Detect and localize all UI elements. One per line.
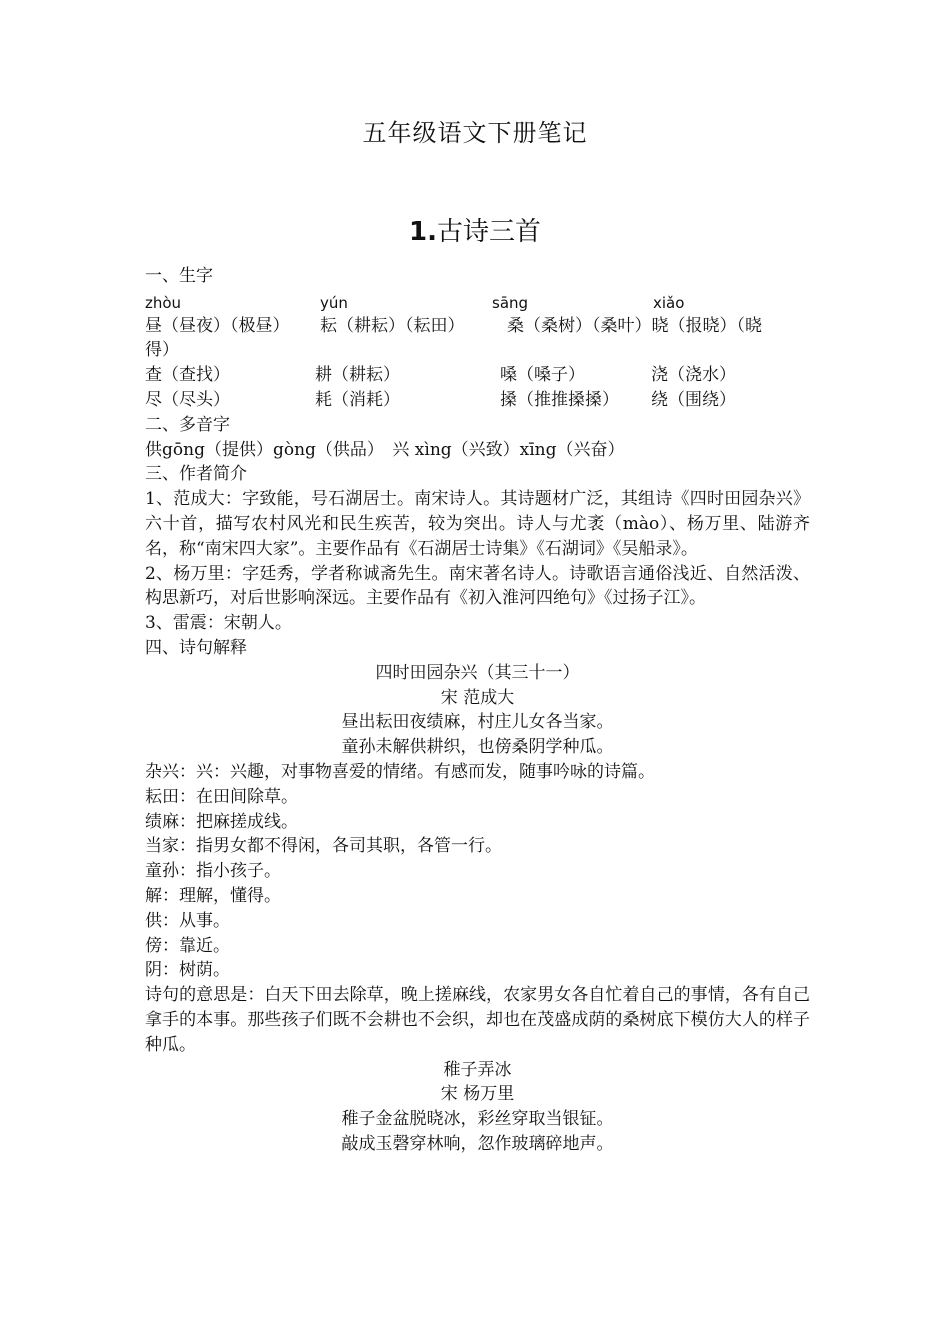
char-entry: 耗（消耗） [315,389,400,410]
note-item: 供：从事。 [145,910,230,931]
pinyin-zhou: zhòu [145,293,182,312]
notes-body [145,264,810,1157]
char-entry: 浇（浇水） [651,365,736,386]
chars-row-2 [145,363,810,388]
char-entry: 耘（耕耘）（耘田） [320,315,465,336]
char-entry: 昼（昼夜）（极昼） [145,315,290,336]
poem-title: 四时田园杂兴（其三十一） [375,662,580,683]
polyphone-line: 供gōng（提供）gòng（供品） 兴 xìng（兴致）xīng（兴奋） [145,439,625,460]
char-entry: 搡（推推搡搡） [500,389,619,410]
char-entry: 绕（围绕） [651,389,736,410]
char-entry: 嗓（嗓子） [500,365,585,386]
lesson-title [0,212,950,252]
poem-line: 稚子金盆脱晓冰，彩丝穿取当银钲。 [341,1109,614,1130]
lesson-number: 1. [409,217,437,247]
poem-meaning: 诗句的意思是：白天下田去除草，晚上搓麻线，农家男女各自忙着自己的事情，各有自己拿手的本事。那些孩子们既不会耕也不会织，却也在茂盛成荫的桑树底下模仿大人的样子种瓜。 [145,985,810,1055]
document-title: 五年级语文下册笔记 [362,119,588,147]
note-item: 阴：树荫。 [145,960,230,981]
char-entry: 桑（桑树）（桑叶）晓（报晓）（晓 [507,315,762,336]
pinyin-sang: sāng [492,293,529,312]
section-heading: 四、诗句解释 [145,637,247,658]
poem-line: 昼出耘田夜绩麻，村庄儿女各当家。 [341,712,614,733]
poem-line: 童孙未解供耕织，也傍桑阴学种瓜。 [341,737,614,758]
author-bio: 2、杨万里：字廷秀，学者称诚斋先生。南宋著名诗人。诗歌语言通俗浅近、自然活泼、构思新巧，对后世影响深远。主要作品有《初入淮河四绝句》《过扬子江》。 [145,563,810,609]
note-item: 傍：靠近。 [145,935,230,956]
char-entry: 查（查找） [145,365,230,386]
note-item: 杂兴：兴：兴趣，对事物喜爱的情绪。有感而发，随事吟咏的诗篇。 [145,761,655,782]
poem-line: 敲成玉磬穿林响，忽作玻璃碎地声。 [341,1133,614,1154]
section-heading: 三、作者简介 [145,464,247,485]
chars-row-1 [145,314,810,339]
note-item: 当家：指男女都不得闲，各司其职，各管一行。 [145,836,502,857]
poem-author: 宋 杨万里 [440,1084,515,1105]
note-item: 绩麻：把麻搓成线。 [145,811,298,832]
poem-title: 稚子弄冰 [443,1059,512,1080]
note-item: 耘田：在田间除草。 [145,786,298,807]
chars-row-3 [145,388,810,413]
section-heading: 一、生字 [145,266,213,286]
pinyin-yun: yún [320,293,348,312]
char-entry-continued: 得） [145,340,179,361]
lesson-name: 古诗三首 [436,217,541,247]
section-heading: 二、多音字 [145,414,230,435]
author-bio: 3、雷震：宋朝人。 [145,613,292,634]
note-item: 解：理解，懂得。 [145,885,281,906]
author-bio: 1、范成大：字致能，号石湖居士。南宋诗人。其诗题材广泛，其组诗《四时田园杂兴》六十首，描写农村风光和民生疾苦，较为突出。诗人与尤袤（mào）、杨万里、陆游齐名，称“南宋四大家”。主要作品有《石湖居士诗集》《石湖词》《吴船录》。 [145,489,810,559]
pinyin-row [145,289,810,314]
char-entry: 耕（耕耘） [315,365,400,386]
note-item: 童孙：指小孩子。 [145,861,281,882]
char-entry: 尽（尽头） [145,389,230,410]
pinyin-xiao: xiǎo [653,293,685,312]
poem-author: 宋 范成大 [440,687,515,708]
